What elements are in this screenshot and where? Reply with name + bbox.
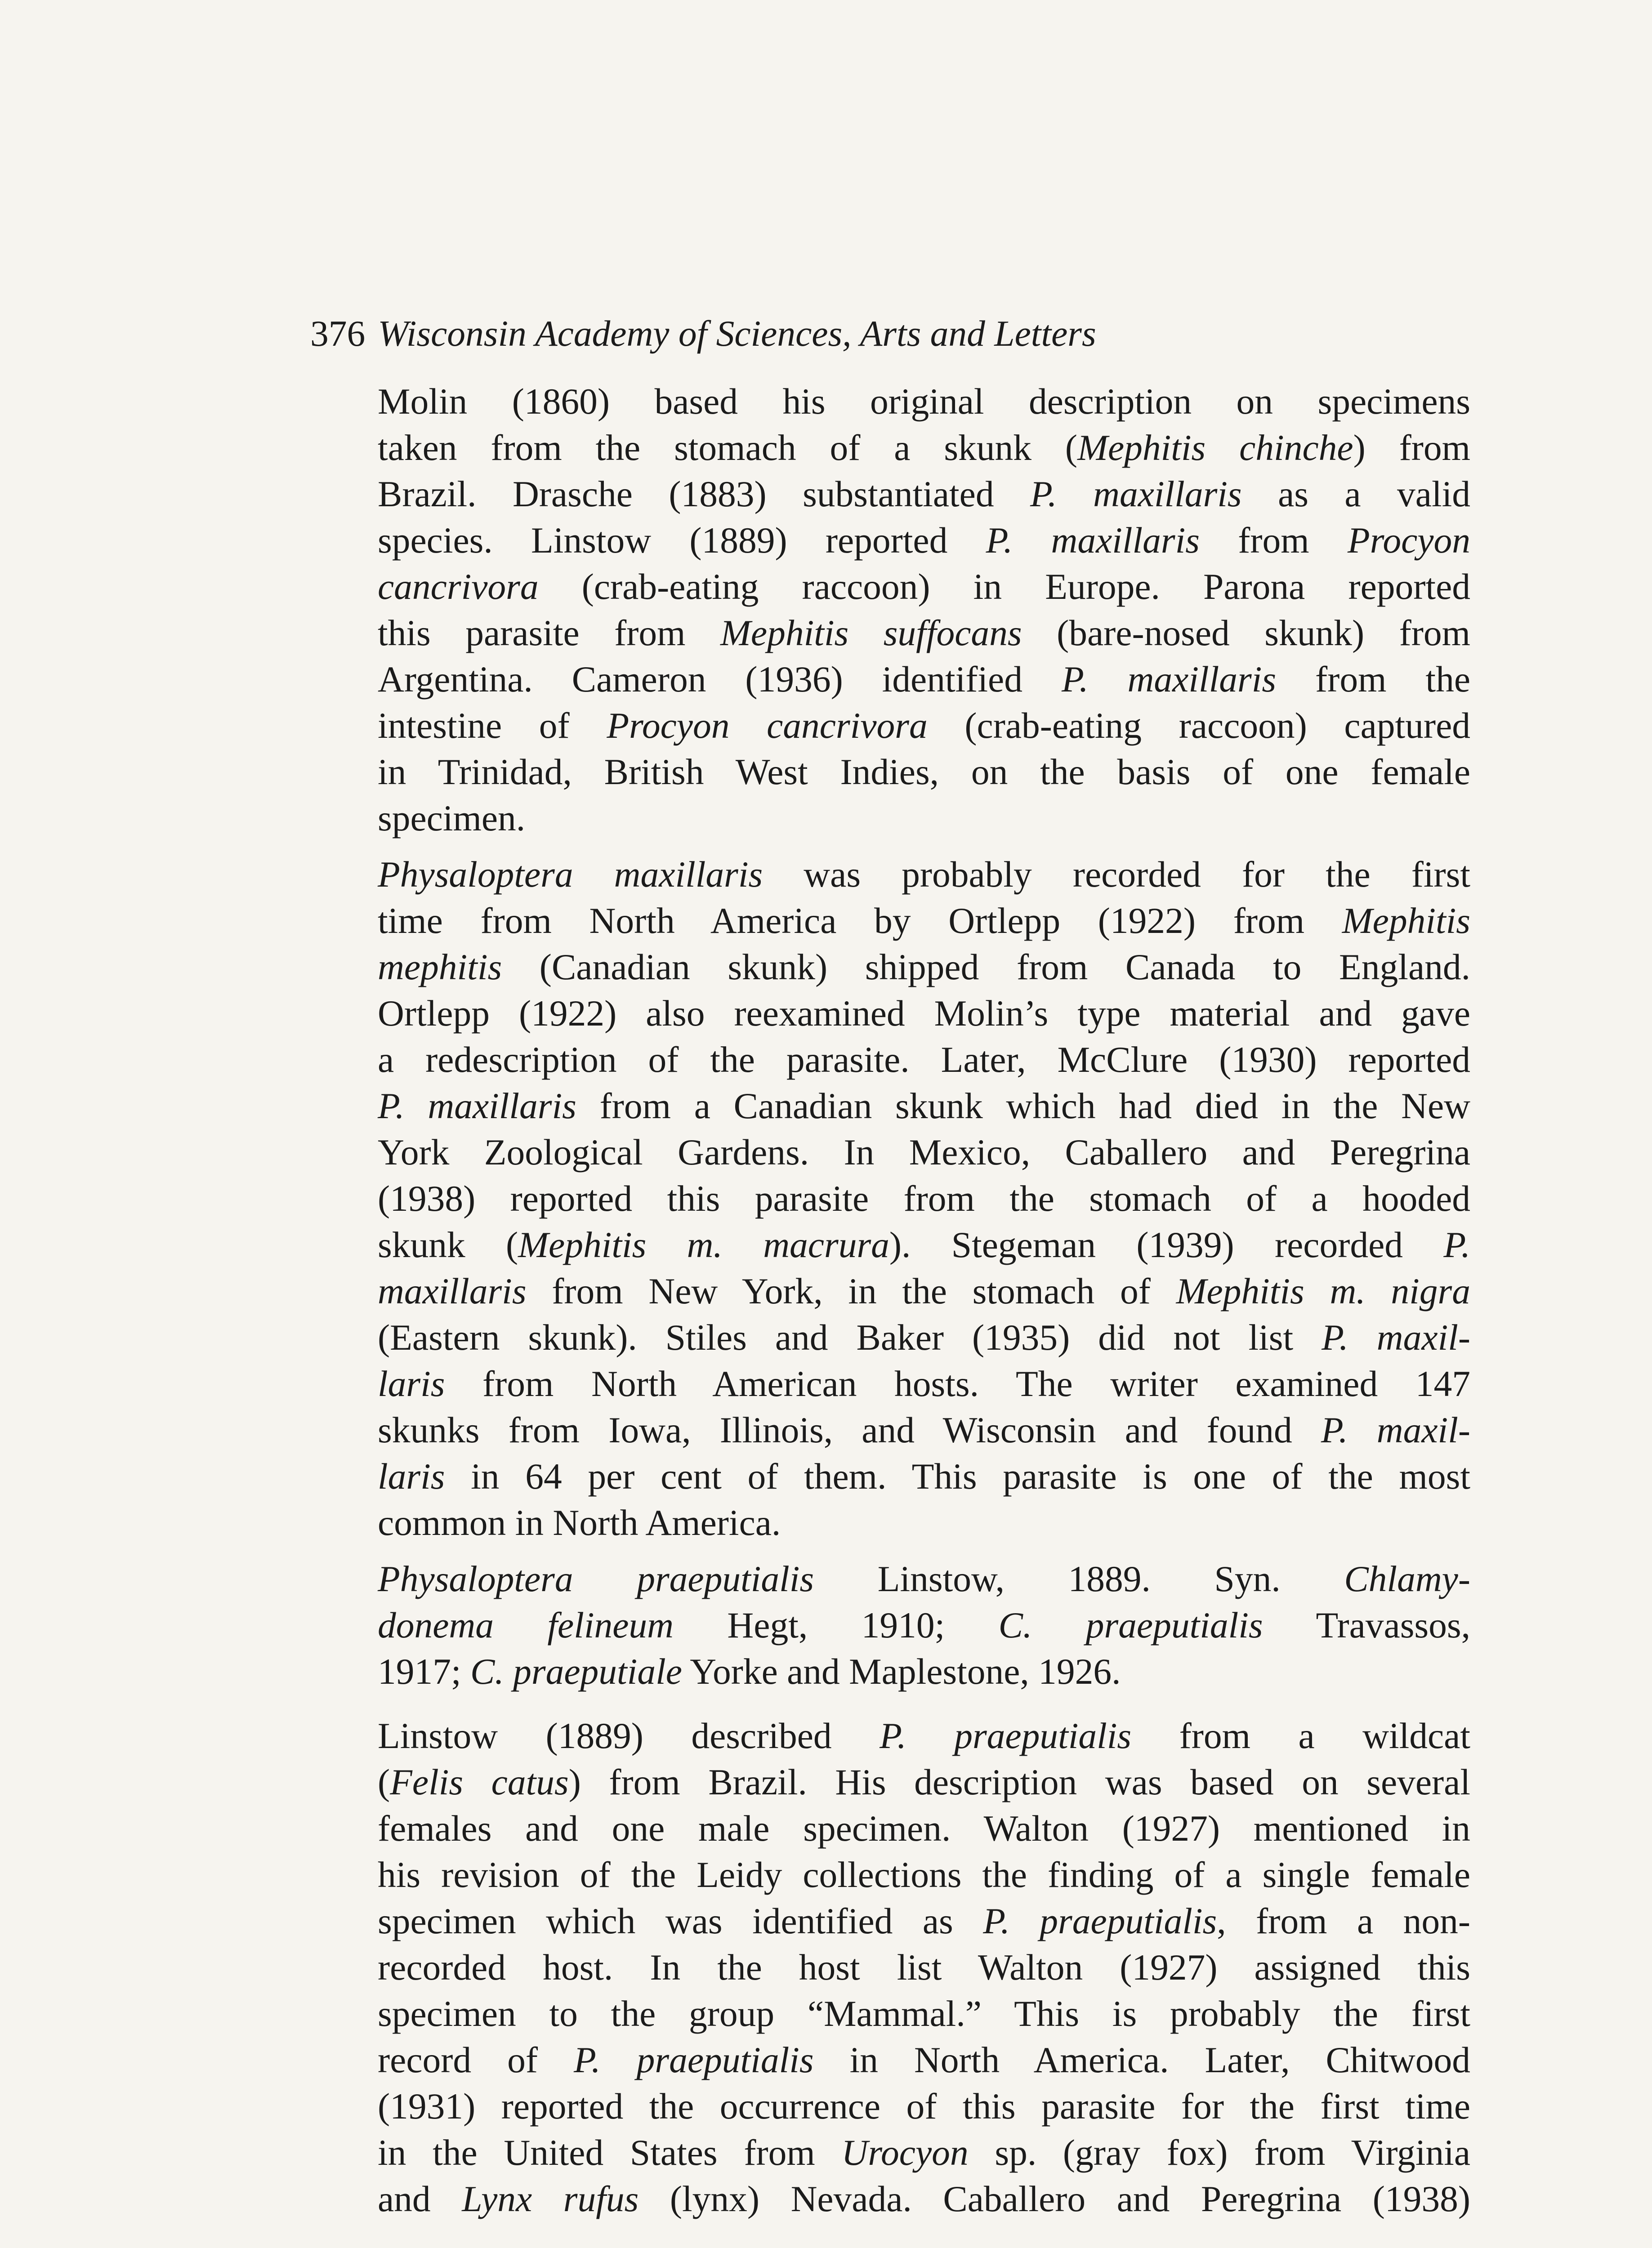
text-run: from a Canadian skunk which had died in the New: [576, 1085, 1470, 1126]
text-run: recorded host. In the host list Walton (1927) assigned this: [378, 1947, 1470, 1988]
text-run: (1931) reported the occurrence of this parasite for the first time: [378, 2086, 1470, 2127]
italic-run: P. praeputialis: [983, 1900, 1217, 1941]
text-line: [310, 1851, 1470, 1898]
text-run: Travassos,: [1263, 1605, 1470, 1646]
text-run: species. Linstow (1889) reported: [378, 520, 986, 561]
text-run: and: [378, 2178, 462, 2219]
text-line: [310, 1990, 1470, 2037]
text-line: [310, 1360, 1470, 1407]
page: [310, 310, 1470, 2232]
text-run: from New York, in the stomach of: [526, 1271, 1176, 1311]
italic-run: cancrivora: [378, 566, 539, 607]
running-header: [310, 310, 1470, 357]
text-line: [310, 749, 1470, 795]
text-line: [378, 1556, 1470, 1602]
text-run: Ortlepp (1922) also reexamined Molin’s type material and gave: [378, 993, 1470, 1034]
italic-run: P. maxillaris: [986, 520, 1200, 561]
italic-run: P. maxil-: [1321, 1409, 1470, 1450]
text-run: Hegt, 1910;: [674, 1605, 999, 1646]
text-run: from a wildcat: [1131, 1715, 1470, 1756]
text-line: [310, 471, 1470, 517]
text-line: [310, 1453, 1470, 1499]
text-run: skunk (: [378, 1224, 518, 1265]
text-run: from: [1200, 520, 1348, 561]
text-run: sp. (gray fox) from Virginia: [968, 2132, 1470, 2173]
text-run: specimen.: [378, 798, 526, 839]
text-run: in the United States from: [378, 2132, 842, 2173]
text-run: females and one male specimen. Walton (1927) mentioned in: [378, 1808, 1470, 1849]
text-line: [310, 563, 1470, 610]
text-line: [310, 610, 1470, 656]
text-run: (lynx) Nevada. Caballero and Peregrina (1938): [638, 2178, 1470, 2219]
text-run: (bare-nosed skunk) from: [1022, 612, 1470, 653]
paragraph: [310, 378, 1470, 841]
text-line: [310, 795, 1470, 841]
text-run: ) from: [1353, 427, 1470, 468]
text-run: Linstow (1889) described: [378, 1715, 880, 1756]
text-run: in Trinidad, British West Indies, on the basis of one female: [378, 751, 1470, 792]
paragraph: [310, 851, 1470, 1546]
text-line: [310, 1407, 1470, 1453]
text-run: as a valid: [1241, 473, 1470, 514]
text-line: [310, 1083, 1470, 1129]
italic-run: Physaloptera praeputialis: [378, 1558, 814, 1599]
text-run: (Eastern skunk). Stiles and Baker (1935) did not list: [378, 1317, 1322, 1358]
text-run: ) from Brazil. His description was based on several: [568, 1762, 1470, 1802]
italic-run: Mephitis chinche: [1077, 427, 1353, 468]
text-run: (1938) reported this parasite from the stomach of a hooded: [378, 1178, 1470, 1219]
text-line: [310, 1499, 1470, 1546]
text-run: time from North America by Ortlepp (1922) from: [378, 900, 1342, 941]
text-line: [310, 2083, 1470, 2129]
text-run: taken from the stomach of a skunk (: [378, 427, 1078, 468]
italic-run: P. maxil-: [1322, 1317, 1470, 1358]
body-text: [310, 378, 1470, 2222]
text-line: [310, 517, 1470, 563]
text-line: [310, 424, 1470, 471]
italic-run: P. maxillaris: [378, 1085, 576, 1126]
text-run: specimen to the group “Mammal.” This is probably the first: [378, 1993, 1470, 2034]
text-run: (crab-eating raccoon) captured: [927, 705, 1470, 746]
text-line: [310, 1759, 1470, 1805]
synonymy-entry: [378, 1556, 1470, 1695]
text-line: [378, 1648, 1470, 1695]
text-run: , from a non-: [1217, 1900, 1470, 1941]
italic-run: C. praeputiale: [470, 1651, 682, 1692]
text-line: [310, 2176, 1470, 2222]
text-run: specimen which was identified as: [378, 1900, 983, 1941]
text-run: in North America. Later, Chitwood: [813, 2039, 1470, 2080]
text-run: common in North America.: [378, 1502, 781, 1543]
italic-run: Physaloptera maxillaris: [378, 854, 763, 895]
text-line: [310, 378, 1470, 424]
italic-run: P. praeputialis: [574, 2039, 814, 2080]
text-line: [310, 656, 1470, 702]
italic-run: Mephitis m. macrura: [518, 1224, 889, 1265]
italic-run: P. maxillaris: [1061, 659, 1277, 700]
text-run: in 64 per cent of them. This parasite is one of the most: [445, 1456, 1470, 1497]
text-line: [310, 1944, 1470, 1990]
italic-run: laris: [378, 1456, 445, 1497]
text-line: [310, 851, 1470, 897]
text-run: (crab-eating raccoon) in Europe. Parona reported: [538, 566, 1470, 607]
text-line: [310, 1129, 1470, 1175]
page-number: 376: [310, 313, 366, 354]
italic-run: Mephitis: [1342, 900, 1470, 941]
text-run: ). Stegeman (1939) recorded: [889, 1224, 1444, 1265]
running-title: Wisconsin Academy of Sciences, Arts and Letters: [378, 313, 1096, 354]
text-line: [310, 944, 1470, 990]
text-line: [310, 1175, 1470, 1222]
text-line: [310, 2037, 1470, 2083]
text-line: [378, 1602, 1470, 1648]
italic-run: Felis catus: [390, 1762, 569, 1802]
text-line: [310, 702, 1470, 749]
text-line: [310, 1805, 1470, 1851]
italic-run: Chlamy-: [1344, 1558, 1470, 1599]
italic-run: C. praeputialis: [998, 1605, 1263, 1646]
italic-run: P. praeputialis: [880, 1715, 1132, 1756]
text-run: (Canadian skunk) shipped from Canada to England.: [502, 946, 1470, 987]
text-run: Linstow, 1889. Syn.: [814, 1558, 1344, 1599]
text-run: York Zoological Gardens. In Mexico, Caballero and Peregrina: [378, 1132, 1470, 1173]
text-run: record of: [378, 2039, 574, 2080]
italic-run: laris: [378, 1363, 445, 1404]
italic-run: Procyon: [1347, 520, 1470, 561]
text-line: [310, 1268, 1470, 1314]
text-line: [310, 990, 1470, 1036]
text-line: [310, 1314, 1470, 1360]
text-line: [310, 1898, 1470, 1944]
italic-run: Mephitis m. nigra: [1176, 1271, 1471, 1311]
text-run: a redescription of the parasite. Later, McClure (1930) reported: [378, 1039, 1470, 1080]
text-run: Argentina. Cameron (1936) identified: [378, 659, 1062, 700]
text-run: was probably recorded for the first: [763, 854, 1471, 895]
text-run: 1917;: [378, 1651, 471, 1692]
italic-run: Mephitis suffocans: [720, 612, 1022, 653]
text-run: this parasite from: [378, 612, 721, 653]
text-run: skunks from Iowa, Illinois, and Wisconsin and found: [378, 1409, 1321, 1450]
italic-run: Urocyon: [841, 2132, 969, 2173]
italic-run: P.: [1443, 1224, 1471, 1265]
text-run: (: [378, 1762, 390, 1802]
text-run: from the: [1276, 659, 1470, 700]
text-run: his revision of the Leidy collections the finding of a single female: [378, 1854, 1470, 1895]
text-line: [310, 1036, 1470, 1083]
text-line: [310, 2129, 1470, 2176]
italic-run: Lynx rufus: [462, 2178, 639, 2219]
italic-run: maxillaris: [378, 1271, 527, 1311]
text-run: from North American hosts. The writer examined 147: [445, 1363, 1470, 1404]
text-run: Molin (1860) based his original description on specimens: [378, 381, 1470, 422]
text-line: [310, 1222, 1470, 1268]
italic-run: P. maxillaris: [1030, 473, 1242, 514]
text-run: intestine of: [378, 705, 607, 746]
text-line: [310, 897, 1470, 944]
italic-run: donema felineum: [378, 1605, 674, 1646]
italic-run: Procyon cancrivora: [607, 705, 928, 746]
text-run: Brazil. Drasche (1883) substantiated: [378, 473, 1031, 514]
text-line: [310, 1713, 1470, 1759]
text-run: Yorke and Maplestone, 1926.: [682, 1651, 1121, 1692]
paragraph: [310, 1713, 1470, 2222]
italic-run: mephitis: [378, 946, 502, 987]
